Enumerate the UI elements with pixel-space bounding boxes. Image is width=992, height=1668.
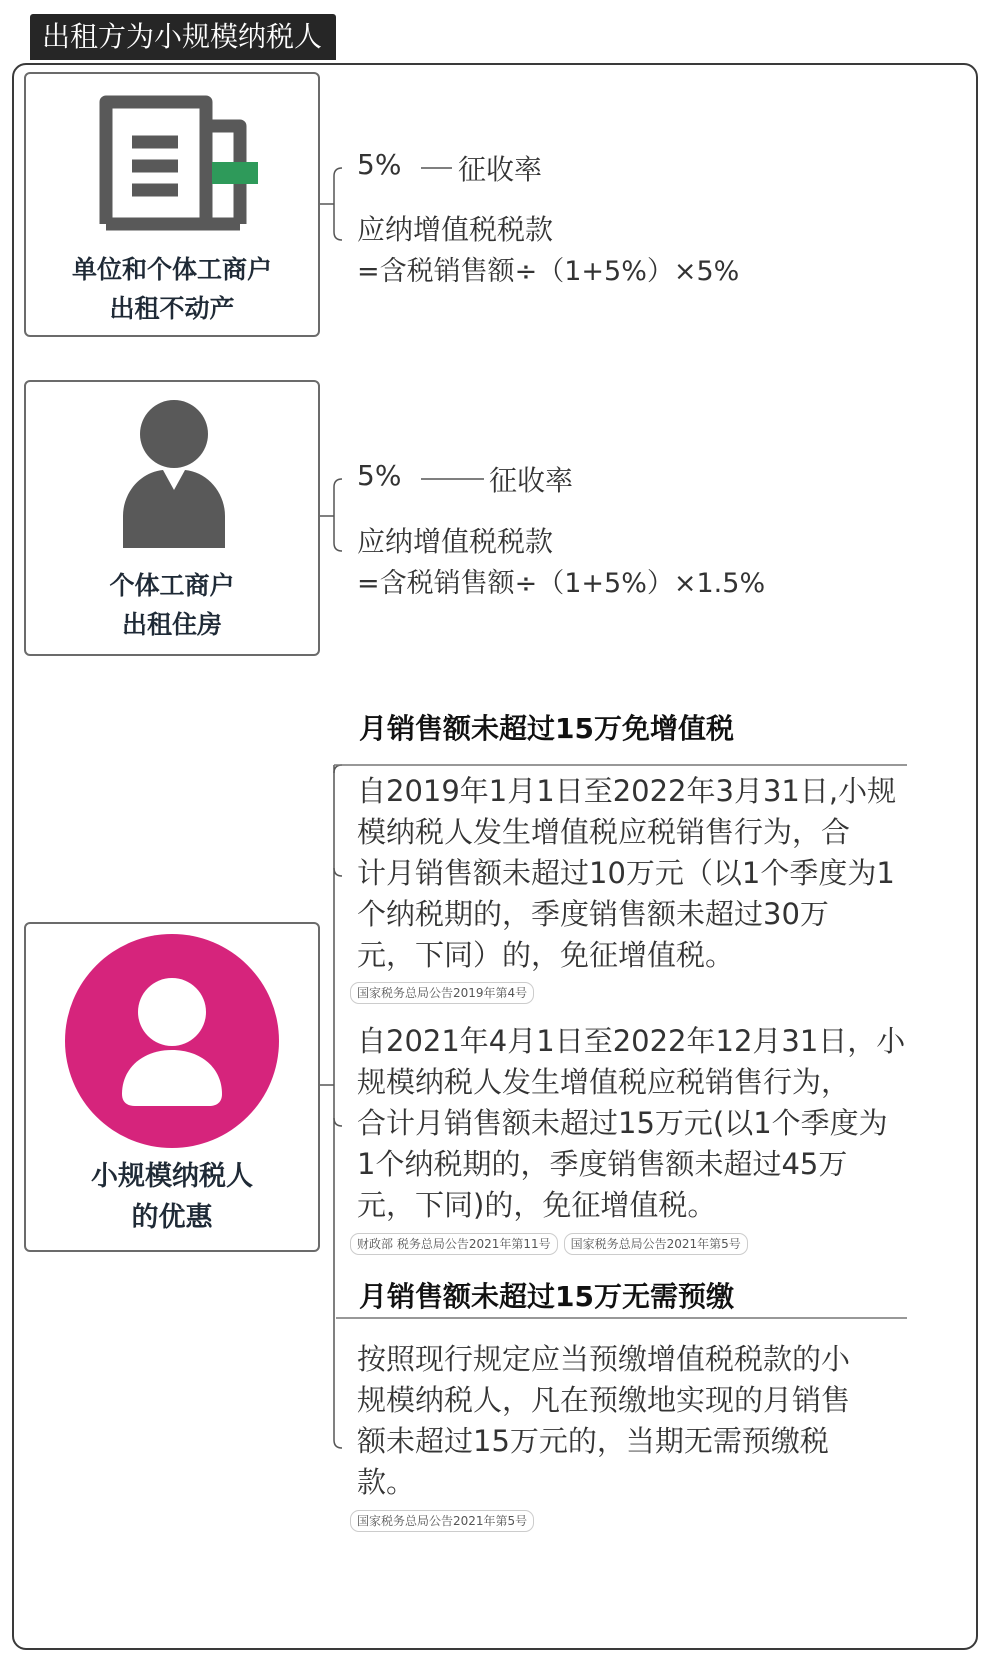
section2-heading: 月销售额未超过15万无需预缴 xyxy=(359,1280,734,1313)
section1-item2-refs xyxy=(350,1233,748,1255)
reference-badge[interactable]: 国家税务总局公告2019年第4号 xyxy=(350,982,534,1004)
section1-item1-refs xyxy=(350,982,534,1004)
reference-badge[interactable]: 国家税务总局公告2021年第5号 xyxy=(564,1233,748,1255)
individual-card-label: 个体工商户 出租住房 xyxy=(109,571,235,639)
section2-item1-text: 按照现行规定应当预缴增值税税款的小 规模纳税人，凡在预缴地实现的月销售 额未超过15万元的，当期无需预缴税 款。 xyxy=(357,1342,851,1499)
unit-card-label: 单位和个体工商户 出租不动产 xyxy=(71,255,272,323)
unit-rate: 5% xyxy=(357,148,402,181)
person-icon xyxy=(119,398,229,558)
user-circle-icon xyxy=(65,934,279,1148)
unit-tax-title: 应纳增值税税款 xyxy=(357,213,554,246)
individual-card xyxy=(24,380,320,656)
section1-item2-text: 自2021年4月1日至2022年12月31日，小 规模纳税人发生增值税应税销售行为， 合计月销售额未超过15万元(以1个季度为 1个纳税期的，季度销售额未超过45万 元，下同)的，免征增值税。 xyxy=(357,1024,906,1222)
unit-rate-label: 征收率 xyxy=(458,153,543,186)
building-icon xyxy=(94,88,264,238)
individual-tax-title: 应纳增值税税款 xyxy=(357,525,554,558)
unit-card xyxy=(24,72,320,337)
reference-badge[interactable]: 财政部 税务总局公告2021年第11号 xyxy=(350,1233,558,1255)
section1-heading: 月销售额未超过15万免增值税 xyxy=(359,712,734,745)
reference-badge[interactable]: 国家税务总局公告2021年第5号 xyxy=(350,1510,534,1532)
individual-rate: 5% xyxy=(357,459,402,492)
individual-rate-label: 征收率 xyxy=(489,464,574,497)
title-tag: 出租方为小规模纳税人 xyxy=(30,14,336,60)
unit-tax-formula: =含税销售额÷（1+5%）×5% xyxy=(357,256,740,287)
section2-item1-refs xyxy=(350,1510,534,1532)
small-taxpayer-card-label: 小规模纳税人 的优惠 xyxy=(91,1161,253,1233)
individual-tax-formula: =含税销售额÷（1+5%）×1.5% xyxy=(357,568,766,599)
small-taxpayer-card xyxy=(24,922,320,1252)
section1-item1-text: 自2019年1月1日至2022年3月31日,小规 模纳税人发生增值税应税销售行为，合 计月销售额未超过10万元（以1个季度为1 个纳税期的，季度销售额未超过30万 元，下同）的，免征增值税。 xyxy=(357,774,897,972)
